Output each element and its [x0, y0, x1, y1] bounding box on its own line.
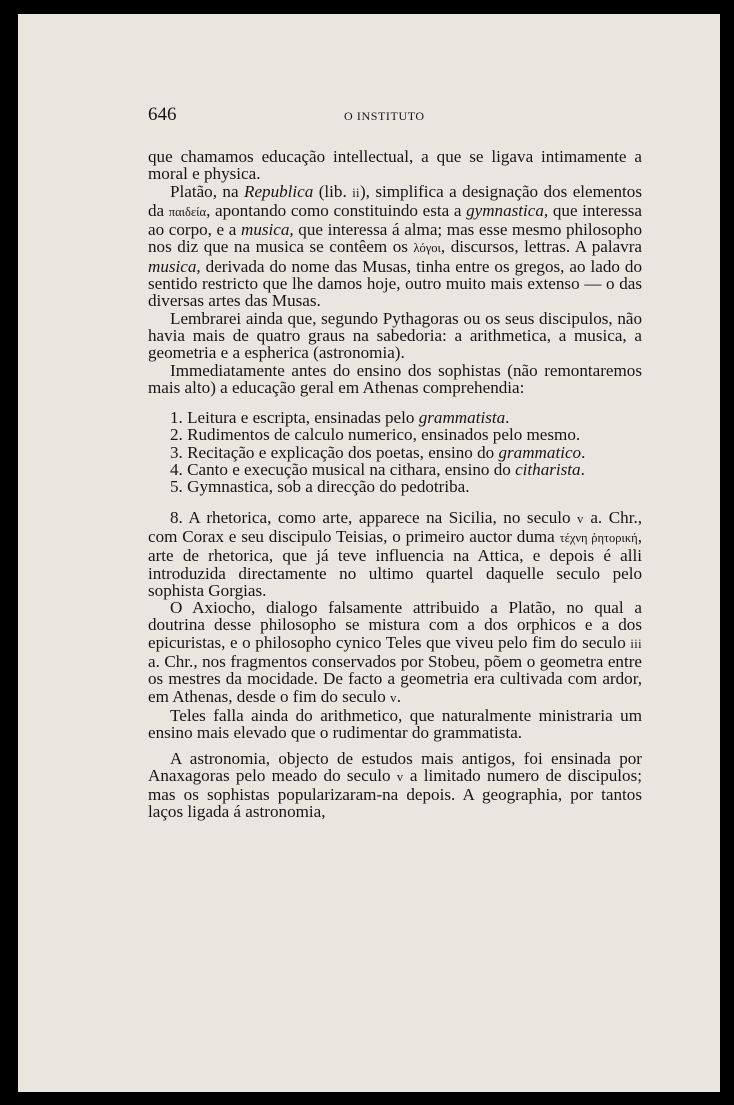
greek-phrase: τέχνη ῥητορική: [559, 530, 638, 545]
paragraph-8: A astronomia, objecto de estudos mais antigos, foi ensinada por Anaxagoras pelo meado do seculo v a limitado numero de discipulos; mas os sophistas popularizaram-na depois. A geographia, por tantos laços ligada á astronomia,: [148, 748, 642, 822]
greek-word: λόγοι: [413, 241, 441, 256]
running-title: O INSTITUTO: [344, 109, 425, 123]
paragraph-7: Teles falla ainda do arithmetico, que naturalmente ministraria um ensino mais elevado que o rudimentar do grammatista.: [148, 705, 642, 743]
paragraph-2: Platão, na Republica (lib. ii), simplifica a designação dos elementos da παιδεία, apontando como constituindo esta a gymnastica, que interessa ao corpo, e a musica, que interessa á alma; mas esse mesmo philosopho nos diz que na musica se contêem os λόγοι, discursos, lettras. A palavra musica, derivada do nome das Musas, tinha entre os gregos, ao lado do sentido restricto que lhe damos hoje, outro muito mais extenso — o das diversas artes das Musas.: [148, 181, 642, 311]
page-header: [148, 104, 642, 126]
greek-word: παιδεία: [168, 204, 207, 219]
list-item: 3. Recitação e explicação dos poetas, ensino do grammatico.: [170, 442, 586, 462]
page-body: [148, 148, 642, 821]
paragraph-1: que chamamos educação intellectual, a que se ligava intimamente a moral e physica.: [148, 147, 642, 184]
list-item: 4. Canto e execução musical na cithara, ensino do citharista.: [170, 460, 585, 480]
book-page: [18, 14, 720, 1092]
page-number: 646: [148, 104, 177, 125]
curriculum-list: [148, 409, 642, 495]
list-item: 2. Rudimentos de calculo numerico, ensinados pelo mesmo.: [170, 425, 581, 445]
list-item: 1. Leitura e escripta, ensinadas pelo grammatista.: [170, 408, 510, 428]
paragraph-5: 8. A rhetorica, como arte, apparece na Sicilia, no seculo v a. Chr., com Corax e seu discipulo Teisias, o primeiro auctor duma τέχνη ῥητορική, arte de rhetorica, que já teve influencia na Attica, e depois é alli introduzida directamente no ultimo quartel daquelle seculo pelo sophista Gorgias.: [148, 507, 642, 600]
paragraph-4: Immediatamente antes do ensino dos sophistas (não remontaremos mais alto) a educação geral em Athenas comprehendia:: [148, 360, 642, 397]
list-item: 5. Gymnastica, sob a direcção do pedotriba.: [170, 477, 470, 497]
paragraph-3: Lembrarei ainda que, segundo Pythagoras ou os seus discipulos, não havia mais de quatro graus na sabedoria: a arithmetica, a musica, a geometria e a espherica (astronomia).: [148, 308, 642, 363]
paragraph-6: O Axiocho, dialogo falsamente attribuido a Platão, no qual a doutrina desse philosopho se mistura com a dos orphicos e a dos epicuristas, e o philosopho cynico Teles que viveu pelo fim do seculo iii a. Chr., nos fragmentos conservados por Stobeu, põem o geometra entre os mestres da mocidade. De facto a geometria era cultivada com ardor, em Athenas, desde o fim do seculo v.: [148, 598, 642, 706]
